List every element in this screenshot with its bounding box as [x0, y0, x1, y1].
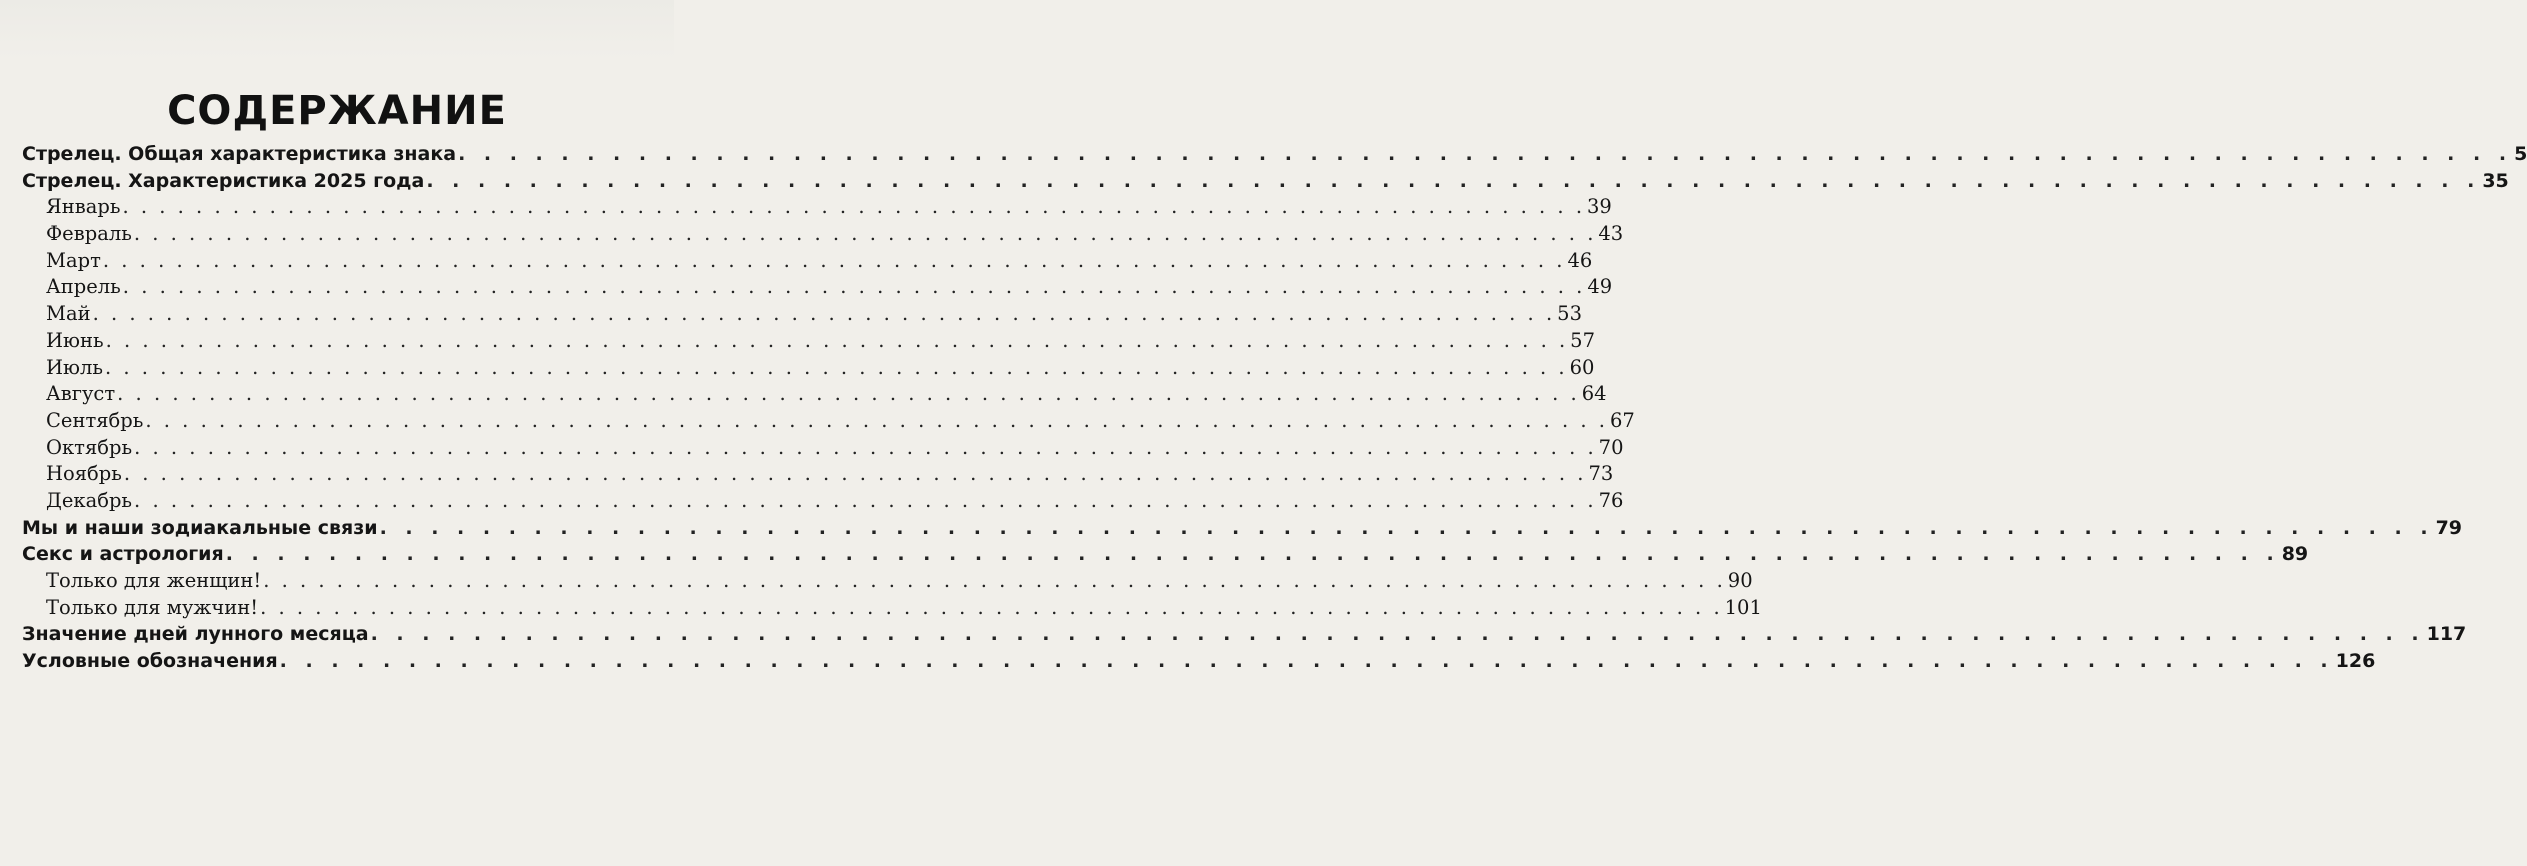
dot-leader: . . . . . . . . . . . . . . . . . . . . . . . . . . . . . . . . . . . . . . . . . . . . . . . . . . . . . . . . . . . . . . . . . . . . . . . . . . . . . . . . [370, 623, 2425, 646]
dot-leader: . . . . . . . . . . . . . . . . . . . . . . . . . . . . . . . . . . . . . . . . . . . . . . . . . . . . . . . . . . . . . . . . . . . . . . . . . . . . . . . . [122, 275, 1586, 299]
toc-entry-page-number: 64 [1582, 381, 1607, 408]
dot-leader: . . . . . . . . . . . . . . . . . . . . . . . . . . . . . . . . . . . . . . . . . . . . . . . . . . . . . . . . . . . . . . . . . . . . . . . . . . . . . . . . [102, 248, 1566, 272]
toc-entry-page-number: 70 [1599, 435, 1624, 462]
dot-leader: . . . . . . . . . . . . . . . . . . . . . . . . . . . . . . . . . . . . . . . . . . . . . . . . . . . . . . . . . . . . . . . . . . . . . . . . . . . . . . . . [145, 408, 1608, 432]
toc-entry[interactable] [22, 621, 2467, 648]
dot-leader: . . . . . . . . . . . . . . . . . . . . . . . . . . . . . . . . . . . . . . . . . . . . . . . . . . . . . . . . . . . . . . . . . . . . . . . . . . . . . . . . [263, 569, 1726, 592]
toc-entry-label: Февраль [46, 221, 132, 248]
toc-entry-label: Значение дней лунного месяца [22, 621, 369, 648]
toc-entry-label: Секс и астрология [22, 541, 224, 568]
toc-entry-page-number: 117 [2427, 621, 2467, 648]
toc-entry-label: Июнь [46, 328, 104, 355]
toc-entry-label: Стрелец. Характеристика 2025 года [22, 168, 424, 195]
page-title: СОДЕРЖАНИЕ [167, 87, 507, 134]
toc-entry-page-number: 5 [2514, 141, 2527, 168]
toc-entry-label: Сентябрь [46, 408, 143, 435]
toc-entry-page-number: 53 [1557, 301, 1582, 328]
toc-entry-label: Октябрь [46, 435, 132, 462]
toc-entry-page-number: 43 [1598, 221, 1623, 248]
toc-entry[interactable] [22, 274, 1613, 301]
toc-entry-label: Декабрь [46, 488, 132, 515]
dot-leader: . . . . . . . . . . . . . . . . . . . . . . . . . . . . . . . . . . . . . . . . . . . . . . . . . . . . . . . . . . . . . . . . . . . . . . . . . . . . . . . . [260, 595, 1723, 619]
toc-entry[interactable] [22, 141, 2527, 168]
toc-entry[interactable] [22, 355, 1595, 382]
toc-entry[interactable] [22, 221, 1624, 248]
dot-leader: . . . . . . . . . . . . . . . . . . . . . . . . . . . . . . . . . . . . . . . . . . . . . . . . . . . . . . . . . . . . . . . . . . . . . . . . . . . . . . . . [458, 143, 2513, 165]
dot-leader: . . . . . . . . . . . . . . . . . . . . . . . . . . . . . . . . . . . . . . . . . . . . . . . . . . . . . . . . . . . . . . . . . . . . . . . . . . . . . . . . [379, 516, 2434, 539]
toc-entry-label: Январь [46, 194, 120, 221]
toc-entry[interactable] [22, 248, 1593, 275]
toc-entry-page-number: 49 [1587, 274, 1612, 301]
toc-entry[interactable] [22, 435, 1624, 462]
toc-entry[interactable] [22, 541, 2309, 568]
toc-entry[interactable] [22, 301, 1582, 328]
dot-leader: . . . . . . . . . . . . . . . . . . . . . . . . . . . . . . . . . . . . . . . . . . . . . . . . . . . . . . . . . . . . . . . . . . . . . . . . . . . . . . . . [123, 462, 1587, 486]
toc-entry-label: Март [46, 248, 101, 275]
dot-leader: . . . . . . . . . . . . . . . . . . . . . . . . . . . . . . . . . . . . . . . . . . . . . . . . . . . . . . . . . . . . . . . . . . . . . . . . . . . . . . . . [117, 382, 1580, 406]
table-of-contents [22, 141, 2527, 675]
toc-entry-page-number: 35 [2482, 168, 2508, 195]
toc-entry[interactable] [22, 328, 1595, 355]
toc-entry-label: Май [46, 301, 91, 328]
toc-entry[interactable] [22, 515, 2463, 542]
toc-entry-label: Ноябрь [46, 461, 122, 488]
toc-entry-page-number: 101 [1725, 595, 1762, 622]
toc-entry-label: Апрель [46, 274, 121, 301]
dot-leader: . . . . . . . . . . . . . . . . . . . . . . . . . . . . . . . . . . . . . . . . . . . . . . . . . . . . . . . . . . . . . . . . . . . . . . . . . . . . . . . . [279, 650, 2334, 673]
toc-entry-label: Условные обозначения [22, 648, 278, 675]
toc-entry-label: Июль [46, 355, 103, 382]
toc-entry-page-number: 57 [1570, 328, 1595, 355]
toc-entry[interactable] [22, 461, 1614, 488]
toc-entry[interactable] [22, 168, 2509, 195]
toc-entry-page-number: 60 [1570, 355, 1595, 382]
top-bleed-through [0, 0, 674, 60]
toc-entry-page-number: 79 [2436, 515, 2462, 542]
toc-entry[interactable] [22, 194, 1612, 221]
toc-entry-page-number: 90 [1728, 568, 1753, 595]
toc-entry-label: Август [46, 381, 115, 408]
dot-leader: . . . . . . . . . . . . . . . . . . . . . . . . . . . . . . . . . . . . . . . . . . . . . . . . . . . . . . . . . . . . . . . . . . . . . . . . . . . . . . . . [122, 195, 1586, 219]
dot-leader: . . . . . . . . . . . . . . . . . . . . . . . . . . . . . . . . . . . . . . . . . . . . . . . . . . . . . . . . . . . . . . . . . . . . . . . . . . . . . . . . [426, 169, 2481, 192]
toc-entry-page-number: 67 [1610, 408, 1635, 435]
toc-entry[interactable] [22, 381, 1607, 408]
dot-leader: . . . . . . . . . . . . . . . . . . . . . . . . . . . . . . . . . . . . . . . . . . . . . . . . . . . . . . . . . . . . . . . . . . . . . . . . . . . . . . . . [92, 302, 1556, 326]
toc-entry-label: Только для женщин! [46, 568, 261, 595]
dot-leader: . . . . . . . . . . . . . . . . . . . . . . . . . . . . . . . . . . . . . . . . . . . . . . . . . . . . . . . . . . . . . . . . . . . . . . . . . . . . . . . . [105, 355, 1568, 379]
toc-entry-label: Только для мужчин! [46, 595, 258, 622]
dot-leader: . . . . . . . . . . . . . . . . . . . . . . . . . . . . . . . . . . . . . . . . . . . . . . . . . . . . . . . . . . . . . . . . . . . . . . . . . . . . . . . . [134, 435, 1597, 459]
toc-entry[interactable] [22, 568, 1753, 595]
toc-entry-page-number: 89 [2282, 541, 2308, 568]
dot-leader: . . . . . . . . . . . . . . . . . . . . . . . . . . . . . . . . . . . . . . . . . . . . . . . . . . . . . . . . . . . . . . . . . . . . . . . . . . . . . . . . [105, 328, 1569, 352]
toc-entry-page-number: 46 [1567, 248, 1592, 275]
toc-entry[interactable] [22, 595, 1762, 622]
toc-entry-page-number: 76 [1599, 488, 1624, 515]
dot-leader: . . . . . . . . . . . . . . . . . . . . . . . . . . . . . . . . . . . . . . . . . . . . . . . . . . . . . . . . . . . . . . . . . . . . . . . . . . . . . . . . [225, 543, 2280, 566]
toc-entry[interactable] [22, 488, 1624, 515]
dot-leader: . . . . . . . . . . . . . . . . . . . . . . . . . . . . . . . . . . . . . . . . . . . . . . . . . . . . . . . . . . . . . . . . . . . . . . . . . . . . . . . . [134, 488, 1597, 512]
toc-entry-label: Стрелец. Общая характеристика знака [22, 141, 456, 168]
toc-entry-page-number: 39 [1587, 194, 1612, 221]
toc-entry-page-number: 73 [1588, 461, 1613, 488]
toc-entry[interactable] [22, 408, 1635, 435]
dot-leader: . . . . . . . . . . . . . . . . . . . . . . . . . . . . . . . . . . . . . . . . . . . . . . . . . . . . . . . . . . . . . . . . . . . . . . . . . . . . . . . . [133, 222, 1597, 246]
toc-entry-page-number: 126 [2336, 648, 2376, 675]
toc-entry-label: Мы и наши зодиакальные связи [22, 515, 378, 542]
toc-entry[interactable] [22, 648, 2376, 675]
